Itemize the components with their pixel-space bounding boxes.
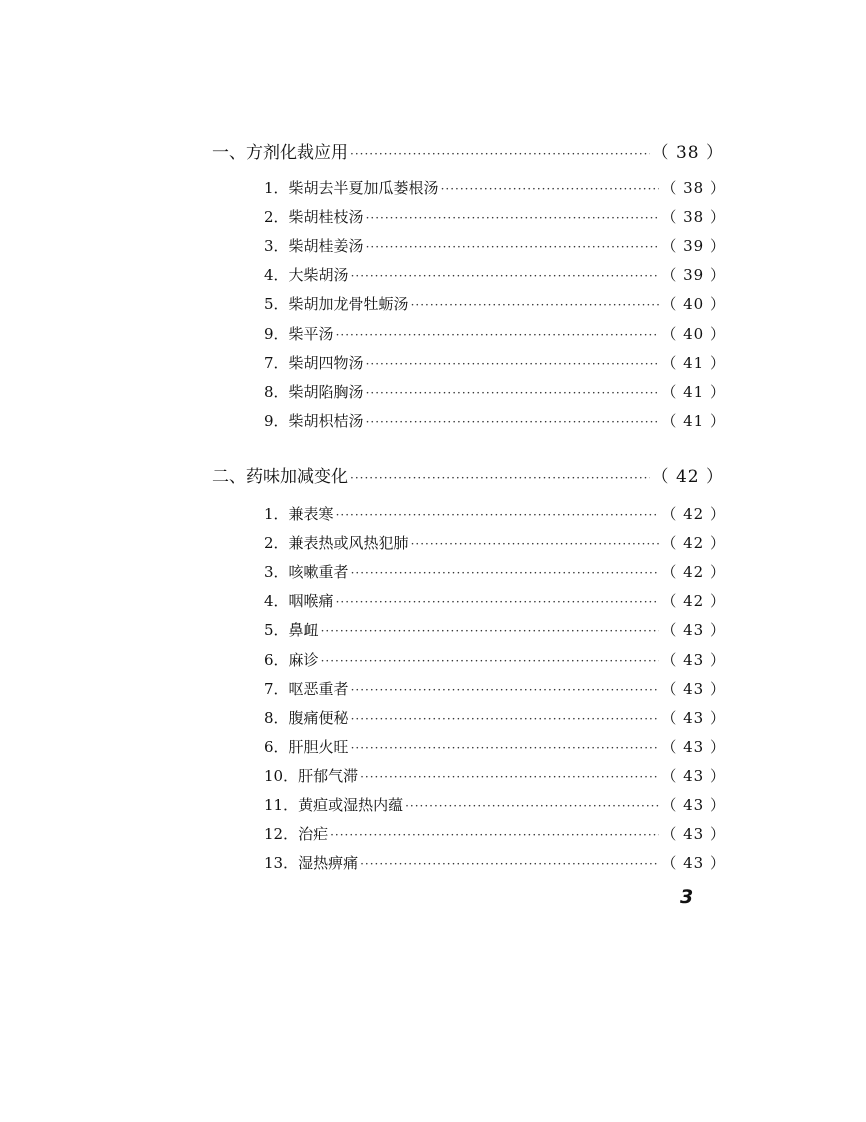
item-title: 咽喉痛 (288, 592, 334, 611)
toc-item (264, 177, 726, 203)
item-page-ref: （ 43 ） (661, 708, 726, 727)
item-title: 肝胆火旺 (288, 737, 349, 756)
toc-item (264, 765, 726, 791)
dot-leader (366, 240, 660, 254)
item-page-ref: （ 41 ） (661, 382, 726, 401)
item-number: 8． (264, 382, 289, 401)
toc-item (264, 264, 726, 290)
item-page-ref: （ 42 ） (661, 563, 726, 582)
item-page-ref: （ 43 ） (661, 796, 726, 814)
toc-item (264, 206, 726, 232)
item-page-ref: （ 39 ） (661, 266, 726, 285)
toc-item (264, 323, 726, 349)
toc-item (264, 619, 726, 645)
item-page-ref: （ 40 ） (661, 295, 726, 314)
dot-leader (330, 828, 659, 842)
item-title: 大柴胡汤 (288, 266, 349, 285)
section-heading-row (212, 462, 724, 488)
item-page-ref: （ 43 ） (661, 650, 726, 669)
dot-leader (441, 182, 660, 196)
item-page-ref: （ 43 ） (661, 737, 726, 756)
toc-item (264, 235, 726, 261)
item-number: 5． (264, 295, 289, 314)
toc-item (264, 352, 726, 378)
item-number: 7． (264, 353, 289, 372)
dot-leader (411, 537, 660, 551)
item-number: 9． (264, 411, 289, 430)
item-page-ref: （ 43 ） (661, 766, 726, 785)
item-title: 兼表热或风热犯肺 (288, 534, 409, 553)
item-number: 3． (264, 563, 289, 582)
item-number: 1． (264, 505, 289, 523)
dot-leader (351, 683, 660, 697)
item-number: 2． (264, 534, 289, 553)
dot-leader (366, 415, 660, 429)
item-number: 9． (264, 324, 289, 343)
dot-leader (351, 741, 660, 755)
dot-leader (360, 770, 659, 784)
dot-leader (405, 799, 659, 813)
section-heading-row (212, 138, 724, 164)
toc-item (264, 678, 726, 704)
dot-leader (321, 654, 660, 668)
item-number: 8． (264, 708, 289, 727)
item-page-ref: （ 39 ） (661, 237, 726, 256)
item-number: 6． (264, 737, 289, 756)
dot-leader (350, 147, 650, 161)
item-page-ref: （ 43 ） (661, 679, 726, 698)
dot-leader (351, 269, 660, 283)
toc-item (264, 590, 726, 616)
item-title: 柴胡四物汤 (288, 353, 364, 372)
item-page-ref: （ 42 ） (661, 534, 726, 553)
toc-item (264, 823, 726, 849)
item-number: 6． (264, 650, 289, 669)
dot-leader (350, 471, 650, 485)
toc-item (264, 532, 726, 558)
toc-item (264, 649, 726, 675)
item-page-ref: （ 43 ） (661, 621, 726, 640)
item-page-ref: （ 42 ） (661, 505, 726, 523)
item-page-ref: （ 38 ） (661, 208, 726, 227)
section-page-ref: （ 42 ） (651, 467, 724, 487)
item-title: 柴胡枳桔汤 (288, 411, 364, 430)
item-number: 3． (264, 237, 289, 256)
dot-leader (366, 211, 660, 225)
item-title: 柴胡桂姜汤 (288, 237, 364, 256)
item-number: 5． (264, 621, 289, 640)
item-title: 柴平汤 (288, 324, 334, 343)
item-page-ref: （ 41 ） (661, 411, 726, 430)
item-title: 呕恶重者 (288, 679, 349, 698)
dot-leader (336, 508, 660, 522)
item-title: 黄疸或湿热内蕴 (298, 796, 404, 814)
dot-leader (366, 386, 660, 400)
toc-item (264, 736, 726, 762)
item-title: 柴胡桂枝汤 (288, 208, 364, 227)
dot-leader (411, 298, 660, 312)
dot-leader (336, 328, 660, 342)
toc-item (264, 707, 726, 733)
dot-leader (366, 357, 660, 371)
item-number: 7． (264, 679, 289, 698)
item-number: 2． (264, 208, 289, 227)
toc-item (264, 503, 726, 529)
toc-item (264, 794, 726, 820)
toc-item (264, 852, 726, 878)
section-page-ref: （ 38 ） (651, 143, 724, 163)
item-title: 咳嗽重者 (288, 563, 349, 582)
toc-item (264, 410, 726, 436)
dot-leader (351, 566, 660, 580)
item-title: 柴胡加龙骨牡蛎汤 (288, 295, 409, 314)
item-title: 麻诊 (288, 650, 319, 669)
item-page-ref: （ 38 ） (661, 179, 726, 197)
item-title: 治疟 (298, 825, 329, 844)
item-page-ref: （ 42 ） (661, 592, 726, 611)
item-page-ref: （ 43 ） (661, 854, 726, 873)
toc-item (264, 381, 726, 407)
section-heading: 二、药味加减变化 (212, 467, 348, 487)
item-title: 柴胡陷胸汤 (288, 382, 364, 401)
toc-item (264, 561, 726, 587)
dot-leader (336, 595, 660, 609)
toc-item (264, 293, 726, 319)
item-page-ref: （ 40 ） (661, 324, 726, 343)
item-title: 柴胡去半夏加瓜蒌根汤 (288, 179, 439, 197)
item-page-ref: （ 41 ） (661, 353, 726, 372)
item-number: 13． (264, 854, 299, 873)
dot-leader (351, 712, 660, 726)
page-number: 3 (680, 886, 694, 908)
dot-leader (360, 857, 659, 871)
item-number: 12． (264, 825, 299, 844)
section-heading: 一、方剂化裁应用 (212, 143, 348, 163)
dot-leader (321, 624, 660, 638)
item-title: 肝郁气滞 (298, 766, 359, 785)
item-number: 11． (264, 796, 299, 814)
item-number: 1． (264, 179, 289, 197)
item-title: 鼻衄 (288, 621, 319, 640)
item-title: 兼表寒 (288, 505, 334, 523)
item-number: 4． (264, 592, 289, 611)
item-title: 腹痛便秘 (288, 708, 349, 727)
item-number: 10． (264, 766, 299, 785)
item-number: 4． (264, 266, 289, 285)
item-title: 湿热痹痛 (298, 854, 359, 873)
item-page-ref: （ 43 ） (661, 825, 726, 844)
